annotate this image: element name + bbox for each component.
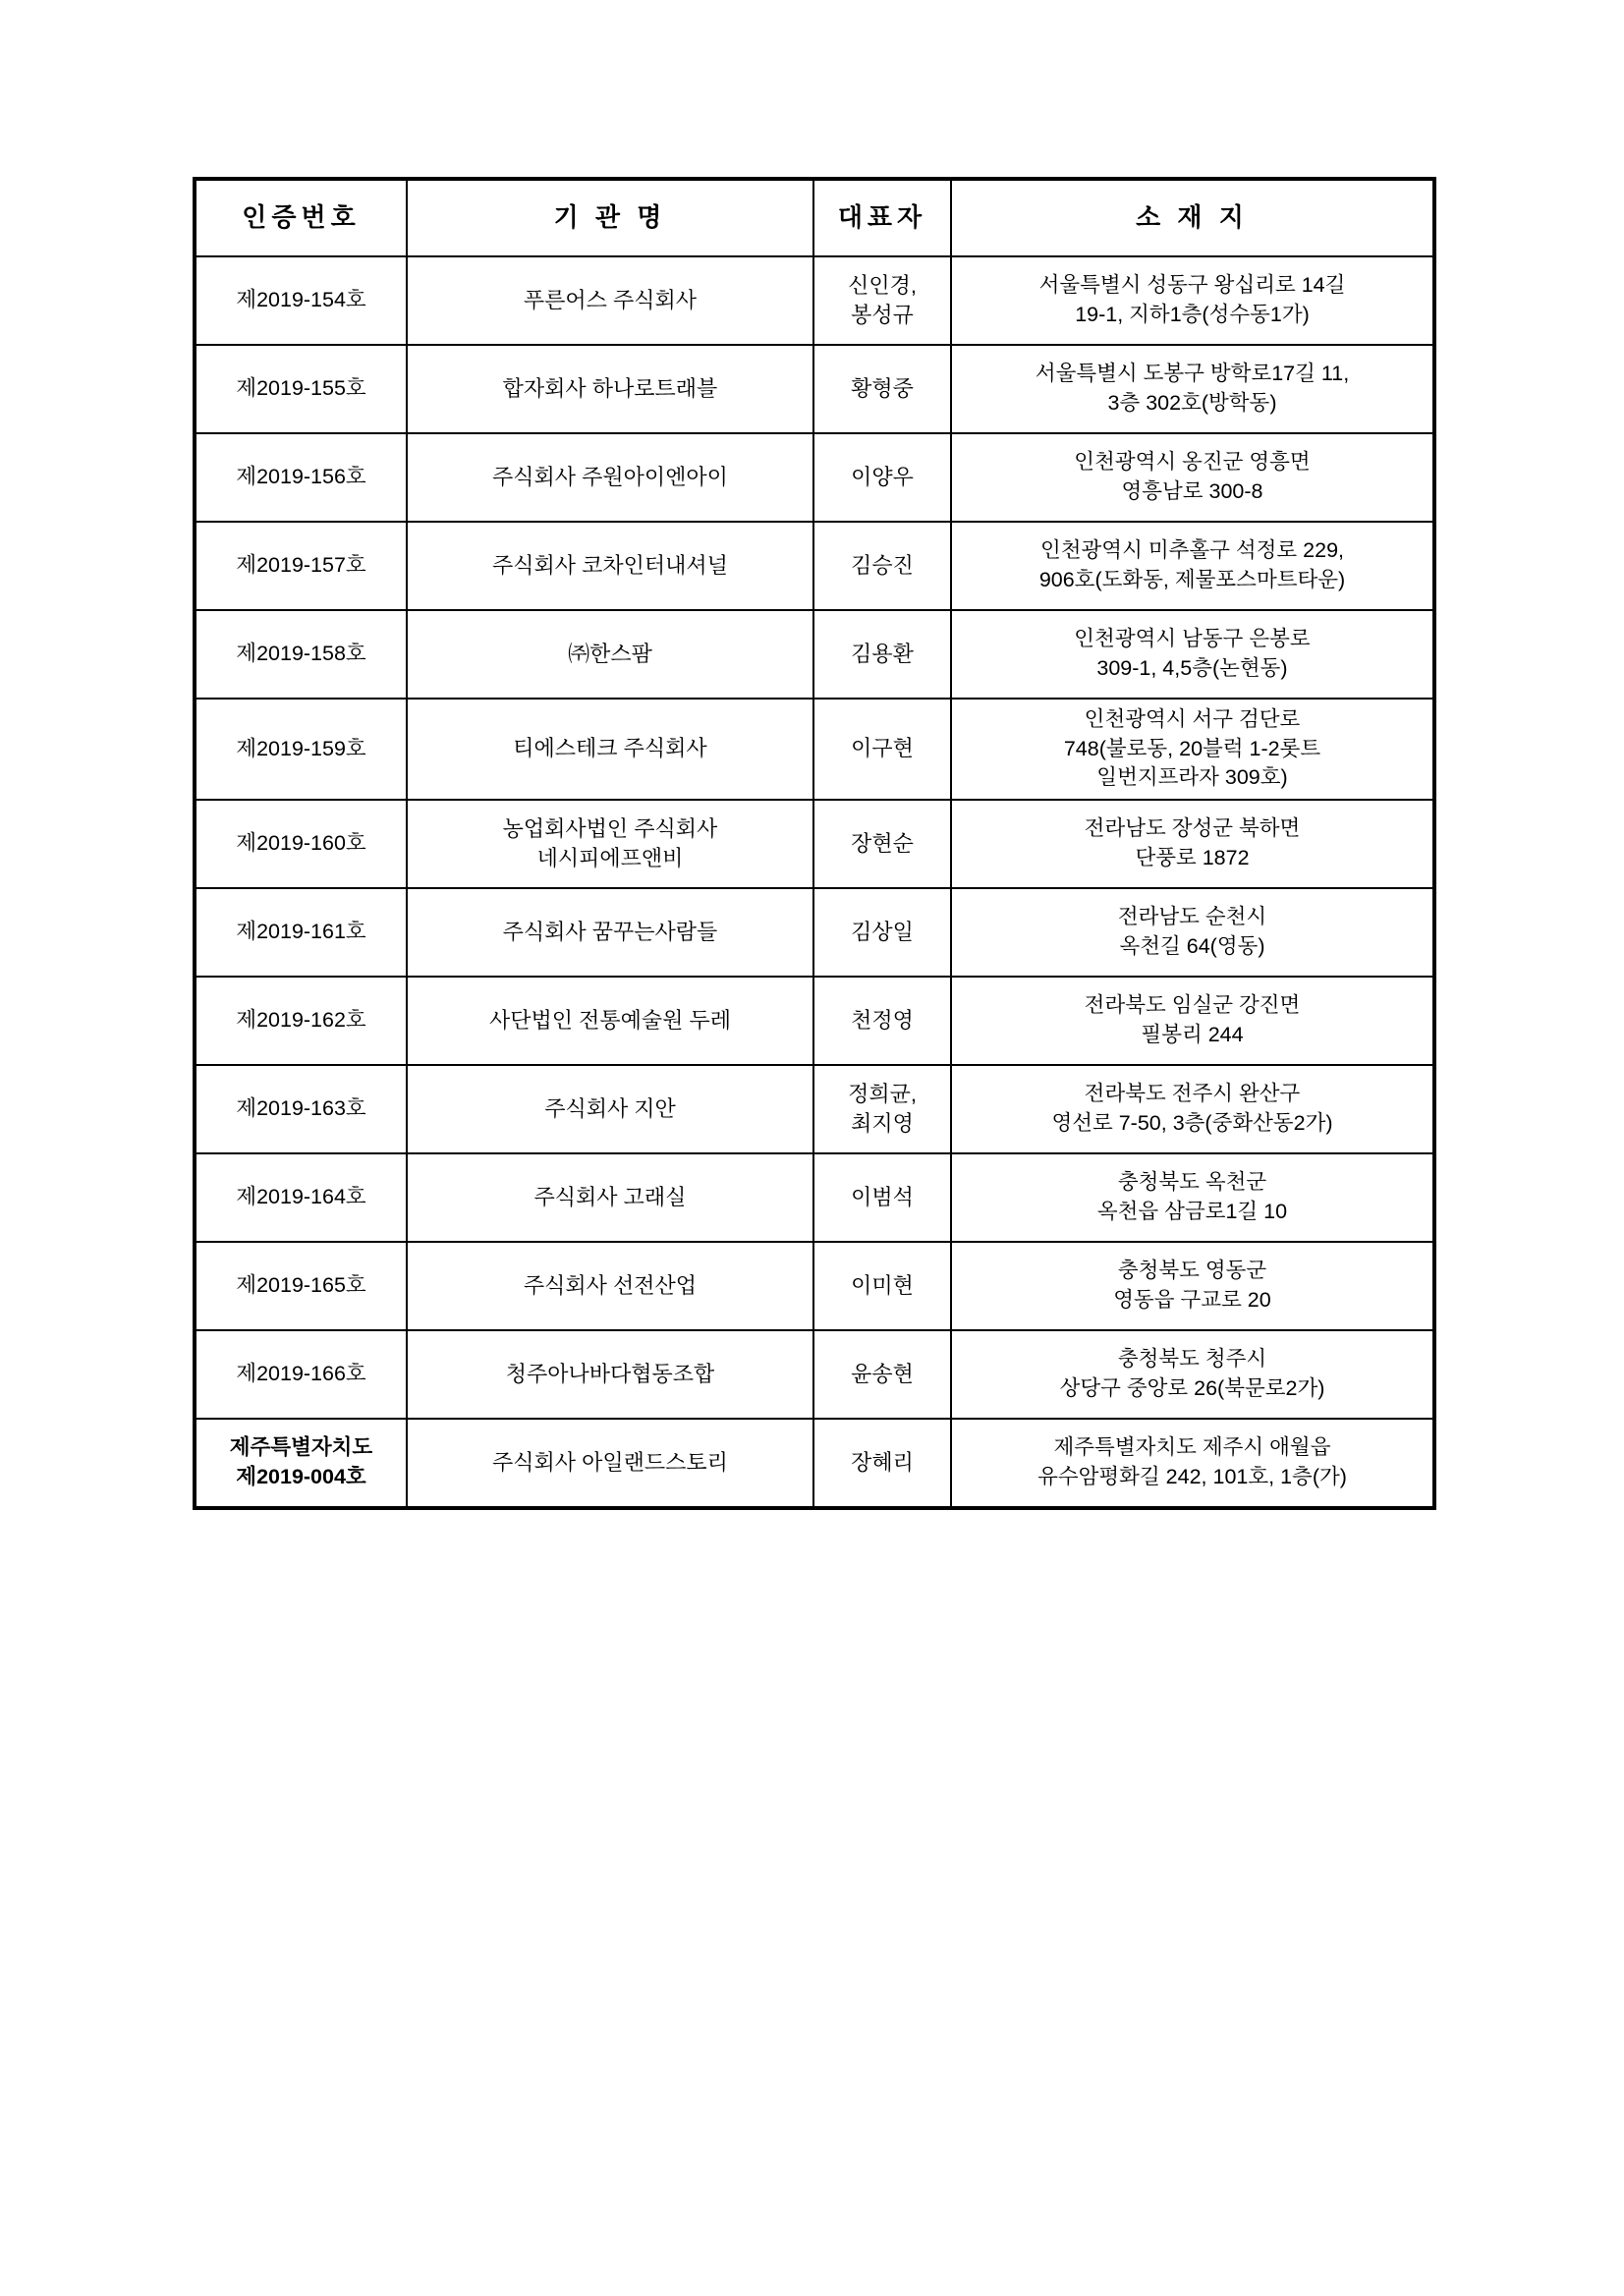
- cell-organization-name-line: 주식회사 코차인터내셔널: [492, 552, 728, 578]
- cell-location: [951, 522, 1434, 610]
- cell-cert-number: [195, 522, 407, 610]
- cell-location-line: 906호(도화동, 제물포스마트타운): [1038, 568, 1346, 591]
- cell-location-line: 서울특별시 도봉구 방학로17길 11,: [1035, 362, 1350, 386]
- cell-location-line: 인천광역시 미추홀구 석정로 229,: [1040, 538, 1344, 563]
- cell-representative: [813, 800, 951, 888]
- cell-location-line: 전라북도 전주시 완산구: [1084, 1082, 1301, 1106]
- cell-cert-number-line: 제주특별자치도: [229, 1435, 373, 1460]
- cell-representative-line: 최지영: [851, 1110, 914, 1136]
- cell-organization-name-line: 네시피에프앤비: [536, 845, 684, 870]
- cell-location-line: 전라남도 순천시: [1117, 905, 1267, 929]
- cell-organization-name-line: 사단법인 전통예술원 두레: [489, 1007, 731, 1033]
- cell-organization-name-line: ㈜한스팜: [568, 641, 652, 666]
- cell-location-line: 인천광역시 남동구 은봉로: [1074, 627, 1311, 651]
- cell-representative-line: 김상일: [851, 919, 914, 944]
- cell-cert-number-line: 제2019-166호: [236, 1362, 366, 1386]
- cell-representative: [813, 1065, 951, 1153]
- cell-location-line: 충청북도 옥천군: [1117, 1170, 1267, 1195]
- cell-location-line: 일번지프라자 309호): [1096, 765, 1288, 790]
- cell-location: [951, 256, 1434, 345]
- cell-cert-number-line: 제2019-160호: [236, 831, 366, 856]
- cell-organization-name-line: 티에스테크 주식회사: [513, 736, 707, 761]
- cell-location-line: 인천광역시 서구 검단로: [1084, 707, 1301, 731]
- cell-location-line: 충청북도 영동군: [1117, 1259, 1267, 1283]
- cell-location-line: 옥천읍 삼금로1길 10: [1096, 1199, 1288, 1223]
- table-row: [195, 433, 1434, 522]
- certification-table: [193, 177, 1436, 1510]
- cell-location-line: 19-1, 지하1층(성수동1가): [1075, 303, 1310, 326]
- cell-representative-line: 이양우: [851, 464, 914, 489]
- cell-representative: [813, 1153, 951, 1242]
- table-row: [195, 699, 1434, 800]
- cell-location: [951, 1242, 1434, 1330]
- table-header: [195, 179, 1434, 256]
- table-row: [195, 345, 1434, 433]
- cell-location-line: 309-1, 4,5층(논현동): [1096, 656, 1288, 680]
- cell-cert-number: [195, 1330, 407, 1419]
- cell-organization-name: [407, 1419, 813, 1508]
- cell-organization-name-line: 주식회사 꿈꾸는사람들: [502, 919, 718, 944]
- cell-organization-name: [407, 433, 813, 522]
- cell-representative-line: 윤송현: [851, 1361, 914, 1386]
- cell-cert-number: [195, 977, 407, 1065]
- cell-organization-name-line: 푸른어스 주식회사: [523, 287, 698, 312]
- table-row: [195, 800, 1434, 888]
- cell-location-line: 상당구 중앙로 26(북문로2가): [1059, 1375, 1325, 1400]
- cell-cert-number-line: 제2019-159호: [236, 736, 366, 760]
- cell-representative-line: 장혜리: [851, 1449, 914, 1475]
- table-body: [195, 256, 1434, 1508]
- cell-location: [951, 1153, 1434, 1242]
- column-header-organization-name: 기 관 명: [407, 179, 813, 256]
- cell-cert-number-line: 제2019-156호: [236, 465, 366, 489]
- table-row: [195, 1242, 1434, 1330]
- cell-representative-line: 이미현: [851, 1272, 914, 1298]
- cell-location: [951, 1419, 1434, 1508]
- cell-location-line: 영동읍 구교로 20: [1113, 1287, 1271, 1312]
- cell-location-line: 영선로 7-50, 3층(중화산동2가): [1051, 1110, 1333, 1135]
- column-header-location: 소 재 지: [951, 179, 1434, 256]
- cell-organization-name: [407, 977, 813, 1065]
- cell-location-line: 유수암평화길 242, 101호, 1층(가): [1037, 1464, 1347, 1488]
- cell-cert-number-line: 제2019-158호: [236, 642, 366, 666]
- cell-representative: [813, 977, 951, 1065]
- cell-organization-name: [407, 1330, 813, 1419]
- cell-location-line: 영흥남로 300-8: [1121, 479, 1263, 503]
- cell-cert-number: [195, 888, 407, 977]
- cell-organization-name: [407, 800, 813, 888]
- column-header-representative: 대표자: [813, 179, 951, 256]
- table-row: [195, 977, 1434, 1065]
- cell-organization-name-line: 합자회사 하나로트래블: [502, 375, 718, 401]
- cell-representative-line: 장현순: [851, 830, 914, 856]
- cell-location: [951, 699, 1434, 800]
- certification-table-container: [193, 177, 1432, 1510]
- cell-location: [951, 1065, 1434, 1153]
- cell-representative-line: 김용환: [851, 641, 914, 666]
- cell-location: [951, 800, 1434, 888]
- table-row: [195, 1330, 1434, 1419]
- cell-cert-number-line: 제2019-004호: [236, 1464, 366, 1488]
- cell-organization-name: [407, 1153, 813, 1242]
- cell-cert-number: [195, 345, 407, 433]
- cell-representative: [813, 1419, 951, 1508]
- cell-representative: [813, 610, 951, 699]
- cell-representative-line: 천정영: [851, 1007, 914, 1033]
- table-row: [195, 610, 1434, 699]
- cell-representative-line: 신인경,: [848, 272, 917, 298]
- cell-location-line: 필봉리 244: [1141, 1022, 1244, 1046]
- cell-cert-number-line: 제2019-154호: [236, 288, 366, 312]
- cell-organization-name-line: 청주아나바다협동조합: [505, 1361, 715, 1386]
- cell-representative-line: 이구현: [851, 736, 914, 761]
- cell-location-line: 서울특별시 성동구 왕십리로 14길: [1038, 273, 1346, 298]
- cell-cert-number: [195, 256, 407, 345]
- cell-cert-number: [195, 1153, 407, 1242]
- cell-location-line: 옥천길 64(영동): [1119, 933, 1265, 958]
- cell-organization-name: [407, 1242, 813, 1330]
- cell-cert-number-line: 제2019-163호: [236, 1096, 366, 1121]
- cell-organization-name-line: 주식회사 아일랜드스토리: [492, 1449, 728, 1475]
- cell-location-line: 3층 302호(방학동): [1107, 391, 1277, 415]
- cell-location-line: 전라남도 장성군 북하면: [1084, 816, 1301, 841]
- cell-location: [951, 1330, 1434, 1419]
- cell-location: [951, 345, 1434, 433]
- cell-organization-name: [407, 345, 813, 433]
- cell-cert-number: [195, 1242, 407, 1330]
- cell-cert-number: [195, 1065, 407, 1153]
- cell-organization-name-line: 주식회사 주원아이엔아이: [492, 464, 728, 489]
- cell-location-line: 충청북도 청주시: [1117, 1347, 1267, 1372]
- cell-location-line: 제주특별자치도 제주시 애월읍: [1053, 1435, 1331, 1460]
- cell-location-line: 인천광역시 옹진군 영흥면: [1074, 450, 1311, 475]
- cell-representative-line: 봉성규: [851, 303, 914, 327]
- table-row: [195, 256, 1434, 345]
- cell-representative-line: 김승진: [851, 552, 914, 578]
- cell-representative-line: 이범석: [851, 1184, 914, 1209]
- cell-organization-name-line: 주식회사 선전산업: [523, 1272, 698, 1298]
- cell-cert-number-line: 제2019-164호: [236, 1185, 366, 1209]
- table-row: [195, 1065, 1434, 1153]
- table-row: [195, 522, 1434, 610]
- cell-cert-number: [195, 800, 407, 888]
- cell-representative: [813, 1242, 951, 1330]
- cell-organization-name: [407, 522, 813, 610]
- cell-organization-name-line: 주식회사 지안: [544, 1095, 676, 1121]
- cell-representative: [813, 1330, 951, 1419]
- cell-cert-number: [195, 433, 407, 522]
- cell-cert-number-line: 제2019-155호: [236, 376, 366, 401]
- cell-location-line: 단풍로 1872: [1135, 845, 1250, 869]
- cell-cert-number: [195, 1419, 407, 1508]
- cell-cert-number: [195, 699, 407, 800]
- cell-organization-name: [407, 256, 813, 345]
- cell-location: [951, 977, 1434, 1065]
- cell-organization-name: [407, 699, 813, 800]
- cell-representative: [813, 433, 951, 522]
- cell-cert-number: [195, 610, 407, 699]
- cell-location: [951, 610, 1434, 699]
- cell-representative: [813, 345, 951, 433]
- cell-cert-number-line: 제2019-157호: [236, 553, 366, 578]
- cell-cert-number-line: 제2019-161호: [236, 920, 366, 944]
- cell-representative: [813, 256, 951, 345]
- column-header-cert-number: 인증번호: [195, 179, 407, 256]
- cell-location: [951, 433, 1434, 522]
- cell-organization-name: [407, 888, 813, 977]
- cell-representative: [813, 888, 951, 977]
- cell-representative-line: 황형중: [851, 375, 914, 401]
- cell-representative: [813, 522, 951, 610]
- table-row: [195, 888, 1434, 977]
- cell-cert-number-line: 제2019-162호: [236, 1008, 366, 1033]
- cell-representative: [813, 699, 951, 800]
- cell-location-line: 전라북도 임실군 강진면: [1084, 993, 1301, 1018]
- table-row: [195, 1419, 1434, 1508]
- cell-representative-line: 정희균,: [848, 1081, 917, 1106]
- cell-organization-name: [407, 610, 813, 699]
- table-header-row: [195, 179, 1434, 256]
- cell-location-line: 748(불로동, 20블럭 1-2롯트: [1063, 736, 1321, 760]
- cell-organization-name-line: 주식회사 고래실: [533, 1184, 687, 1209]
- cell-location: [951, 888, 1434, 977]
- cell-cert-number-line: 제2019-165호: [236, 1273, 366, 1298]
- table-row: [195, 1153, 1434, 1242]
- cell-organization-name: [407, 1065, 813, 1153]
- cell-organization-name-line: 농업회사법인 주식회사: [502, 815, 718, 841]
